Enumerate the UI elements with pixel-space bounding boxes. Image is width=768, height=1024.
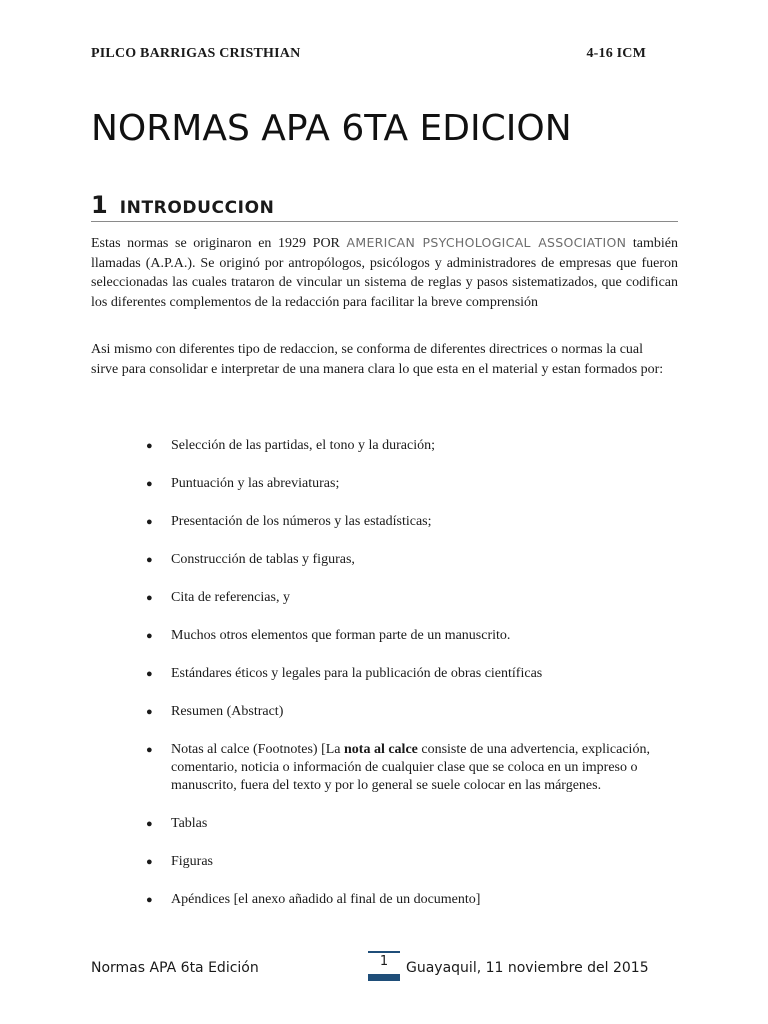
footer-location-date: Guayaquil, 11 noviembre del 2015 [406, 960, 649, 976]
document-title: NORMAS APA 6TA EDICION [91, 108, 572, 149]
page-header [91, 46, 646, 62]
footnote-term: nota al calce [344, 742, 418, 757]
bullet-icon: ● [146, 856, 153, 868]
list-item-text: Selección de las partidas, el tono y la duración; [171, 438, 435, 453]
organization-name: AMERICAN PSYCHOLOGICAL ASSOCIATION [346, 235, 627, 250]
intro-paragraph [91, 233, 678, 312]
list-item-text: Figuras [171, 854, 213, 869]
bullet-icon: ● [146, 516, 153, 528]
bullet-icon: ● [146, 478, 153, 490]
list-item [146, 513, 666, 531]
author-name: PILCO BARRIGAS CRISTHIAN [91, 46, 301, 61]
list-item-text: Estándares éticos y legales para la publicación de obras científicas [171, 666, 543, 681]
course-code: 4-16 ICM [586, 46, 646, 61]
bullet-icon: ● [146, 668, 153, 680]
footnote-text-start: Notas al calce (Footnotes) [La [171, 742, 344, 757]
section-number: 1 [91, 191, 108, 219]
list-item-text: Construcción de tablas y figuras, [171, 552, 355, 567]
section-title: INTRODUCCION [119, 198, 275, 218]
list-item [146, 853, 666, 871]
list-item [146, 627, 666, 645]
page-number-box [368, 951, 400, 981]
bullet-icon: ● [146, 744, 153, 756]
bullet-icon: ● [146, 630, 153, 642]
bullet-icon: ● [146, 440, 153, 452]
list-item [146, 475, 666, 493]
list-item [146, 665, 666, 683]
page-number-bar [368, 974, 400, 981]
list-item [146, 437, 666, 455]
bullet-icon: ● [146, 818, 153, 830]
footnote-text-end: consiste de una advertencia, explicación, comentario, noticia o información de cualquier clase que se coloca en un impreso o manuscrito, fuera del texto y por lo general se suele colocar en las márgenes. [171, 742, 650, 793]
section-heading [91, 191, 678, 222]
bullet-icon: ● [146, 592, 153, 604]
page-number: 1 [379, 954, 389, 969]
bullet-list [146, 437, 666, 929]
list-item [146, 589, 666, 607]
list-item [146, 703, 666, 721]
bullet-icon: ● [146, 706, 153, 718]
second-paragraph: Asi mismo con diferentes tipo de redaccion, se conforma de diferentes directrices o normas la cual sirve para consolidar e interpretar de una manera clara lo que esta en el material y estan formados por: [91, 342, 664, 377]
list-item-text: Tablas [171, 816, 208, 831]
list-item-text: Resumen (Abstract) [171, 704, 284, 719]
list-item-text: Presentación de los números y las estadísticas; [171, 514, 432, 529]
intro-text-end: también llamadas (A.P.A.). Se originó por antropólogos, psicólogos y administradores de empresas que fueron seleccionadas las cuales trataron de vincular un sistema de reglas y pasos sistematizados, que codifican los diferentes complementos de la redacción para facilitar la breve comprensión [91, 236, 678, 310]
intro-text-start: Estas normas se originaron en 1929 POR [91, 236, 347, 251]
list-item-text: Cita de referencias, y [171, 590, 290, 605]
list-item-text: Puntuación y las abreviaturas; [171, 476, 340, 491]
list-item-text: Apéndices [el anexo añadido al final de un documento] [171, 892, 481, 907]
list-item-text: Muchos otros elementos que forman parte de un manuscrito. [171, 628, 511, 643]
list-item [146, 815, 666, 833]
footer-title: Normas APA 6ta Edición [91, 960, 259, 976]
footnote-list-item [146, 741, 666, 795]
list-item [146, 891, 666, 909]
bullet-icon: ● [146, 894, 153, 906]
bullet-icon: ● [146, 554, 153, 566]
list-item [146, 551, 666, 569]
